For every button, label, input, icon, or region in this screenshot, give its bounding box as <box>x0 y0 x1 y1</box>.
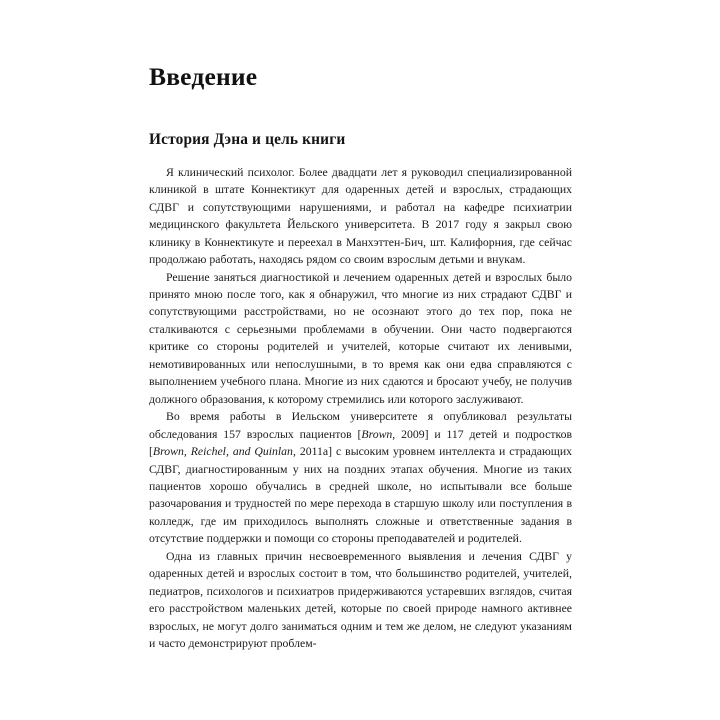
chapter-title: Введение <box>149 62 258 91</box>
body-text <box>149 164 572 653</box>
paragraph-2: Решение заняться диагностикой и лечением одаренных детей и взрослых было принято мною после того, как я обнаружил, что многие из них страдают СДВГ и сопутствующими расстройствами, но не осознают этого до тех пор, пока не сталкиваются с серьезными проблемами в обучении. Они часто подвергаются критике со стороны родителей и учителей, которые считают их ленивыми, немотивированных или непослушными, в то время как они едва справляются с выполнением учебного плана. Многие из них сдаются и бросают учебу, не получив должного образования, к которому стремились или которого заслуживают. <box>149 270 572 406</box>
text-column <box>149 62 572 652</box>
paragraph-3: Во время работы в Иельском университете я опубликовал результаты обследования 157 взрослых пациентов [Brown, 2009] и 117 детей и подростков [Brown, Reichel, and Quinlan, 2011a] с высоким уровнем интеллекта и страдающих СДВГ, диагностированным у них на поздних этапах обучения. Многие из таких пациентов хорошо обучались в средней школе, но испытывали все больше разочарования и трудностей по мере перехода в старшую школу или поступления в колледж, где им приходилось выполнять сложные и ответственные задания в отсутствие поддержки и помощи со стороны преподавателей и родителей. <box>149 410 573 546</box>
section-heading: История Дэна и цель книги <box>149 131 346 149</box>
citation-author: Brown <box>361 427 393 441</box>
paragraph-4: Одна из главных причин несвоевременного выявления и лечения СДВГ у одаренных детей и взрослых состоит в том, что большинство родителей, учителей, педиатров, психологов и психиатров придерживаются устаревших взглядов, считая его расстройством маленьких детей, которые по своей природе намного активнее взрослых, не могут долго заниматься одним и тем же делом, не следуют указаниям и часто демонстрируют проблем- <box>149 549 572 651</box>
paragraph-1: Я клинический психолог. Более двадцати лет я руководил специализированной клиникой в штате Коннектикут для одаренных детей и взрослых, страдающих СДВГ и сопутствующими нарушениями, и работал на кафедре психиатрии медицинского факультета Йельского университета. В 2017 году я закрыл свою клинику в Коннектикуте и переехал в Манхэттен-Бич, шт. Калифорния, где сейчас продолжаю работать, находясь рядом со своим взрослым детьми и внукам. <box>149 165 572 267</box>
citation-author: Brown, Reichel, and Quinlan <box>152 445 293 459</box>
